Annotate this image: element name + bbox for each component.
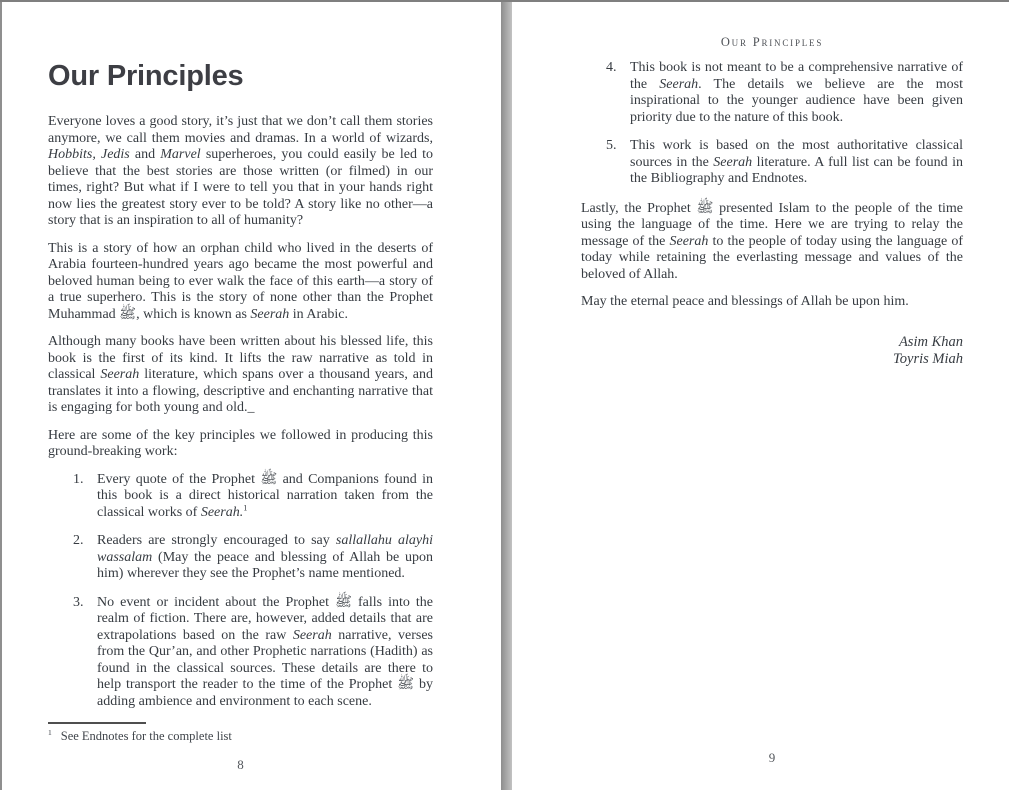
list-item-text: This book is not meant to be a comprehensive narrative of the Seerah. The details we believe are the most inspirational to the younger audience have been given priority due to the nature of this book. xyxy=(630,60,963,125)
list-item xyxy=(581,60,963,126)
list-item xyxy=(48,533,433,583)
page-left xyxy=(0,2,501,790)
paragraph: Everyone loves a good story, it’s just that we don’t call them stories anymore, we call them movies and dramas. In a world of wizards, Hobbits, Jedis and Marvel superheroes, you could easily be led to believe that the best stories are those written (or filmed) in our times, right? But what if I were to tell you that in your hands right now lies the greatest story ever to be told? A story like no other—a story that is an inspiration to all of humanity? xyxy=(48,114,433,228)
principles-list xyxy=(48,472,433,723)
list-item-text: This work is based on the most authoritative classical sources in the Seerah literature. A full list can be found in the Bibliography and Endnotes. xyxy=(630,138,964,186)
page-number-left: 8 xyxy=(237,757,244,772)
author-signatures xyxy=(581,334,963,368)
page-number-right: 9 xyxy=(768,750,776,765)
paragraph: This is a story of how an orphan child who lived in the deserts of Arabia fourteen-hundred years ago became the most powerful and beloved human being to ever walk the face of this earth—a story of a true superhero. This is the story of none other than the Prophet Muhammad ﷺ, which is known as Seerah in Arabic. xyxy=(48,240,433,322)
paragraph: Lastly, the Prophet ﷺ presented Islam to the people of the time using the language of the time. Here we are trying to relay the message of the Seerah to the people of today using the language of today while retaining the everlasting message and values of the beloved of Allah. xyxy=(581,200,963,282)
list-item-number: 5. xyxy=(606,138,617,153)
footnote-label: See Endnotes for the complete list xyxy=(60,729,232,743)
author-signature: Asim Khan xyxy=(898,333,963,350)
list-item-number: 4. xyxy=(606,60,617,75)
author-signature: Toyris Miah xyxy=(893,350,963,367)
list-item-number: 2. xyxy=(73,533,84,548)
list-item-number: 3. xyxy=(73,594,84,610)
paragraph: Here are some of the key principles we followed in producing this ground-breaking work: xyxy=(48,427,433,459)
paragraph: Although many books have been written about his blessed life, this book is the first of its kind. It lifts the raw narrative as told in classical Seerah literature, which spans over a thousand years, and translates it into a flowing, descriptive and enchanting narrative that is engaging for both young and old._ xyxy=(48,334,433,415)
list-item xyxy=(581,138,963,188)
list-item xyxy=(48,472,433,522)
running-header: Our Principles xyxy=(720,35,824,49)
list-item-text: No event or incident about the Prophet ﷺ falls into the realm of fiction. There are, however, added details that are extrapolations based on the raw Seerah narrative, verses from the Qur’an, and other Prophetic narrations (Hadith) as found in the classical sources. These details are there to help transport the reader to the time of the Prophet ﷺ by adding ambience and environment to each scene. xyxy=(97,594,433,709)
list-item-number: 1. xyxy=(73,471,84,487)
page-right xyxy=(512,2,1009,790)
list-item-text: Every quote of the Prophet ﷺ and Companions found in this book is a direct historical narration taken from the classical works of Seerah.$^1$ xyxy=(97,471,433,520)
list-item-text: Readers are strongly encouraged to say sallallahu alayhi wassalam (May the peace and blessing of Allah be upon him) wherever they see the Prophet’s name mentioned. xyxy=(97,533,434,581)
footnote-rule xyxy=(48,722,146,724)
footnote-text xyxy=(48,729,433,744)
list-item xyxy=(48,595,433,711)
paragraph: May the eternal peace and blessings of Allah be upon him. xyxy=(581,294,909,309)
chapter-title: Our Principles xyxy=(48,60,244,92)
principles-list-continued xyxy=(581,60,963,200)
footnote xyxy=(48,722,433,744)
page-gutter xyxy=(501,2,512,790)
footnote-marker: 1 xyxy=(48,727,52,737)
